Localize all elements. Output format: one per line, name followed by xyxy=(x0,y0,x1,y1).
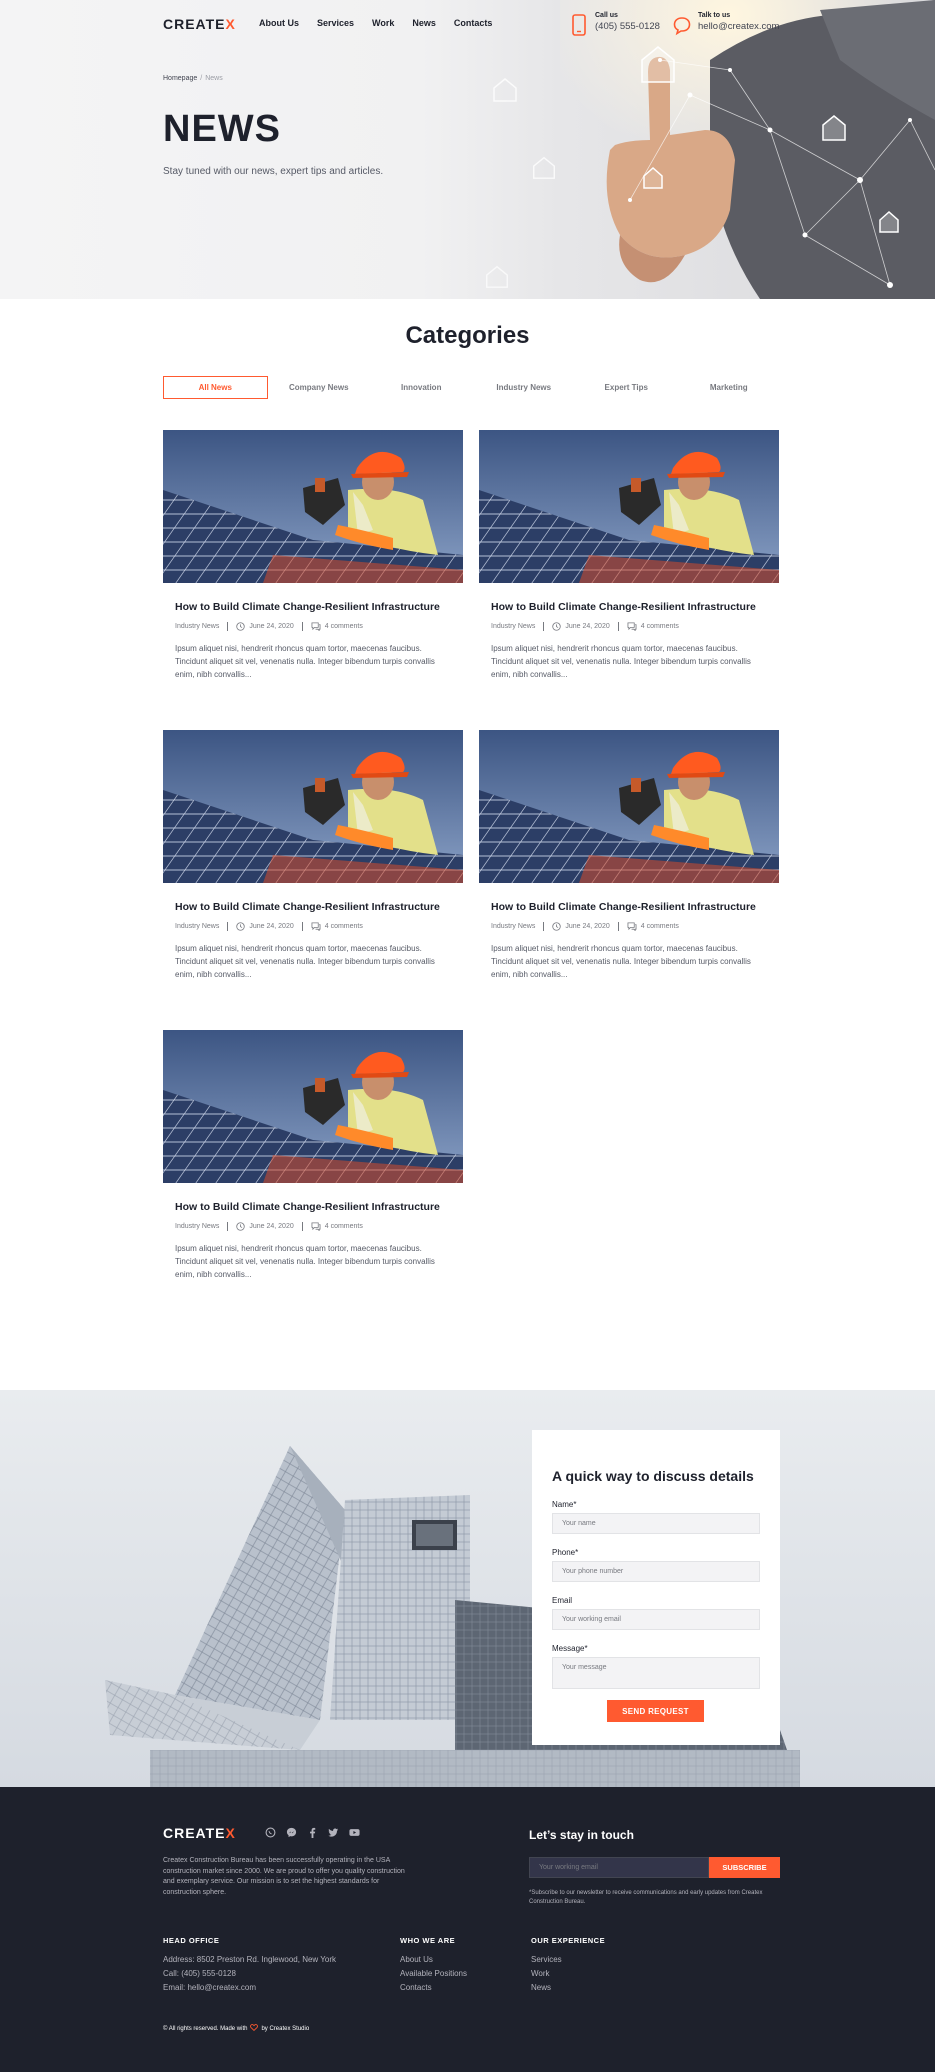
head-office-column xyxy=(163,1936,336,1997)
footer-link-services[interactable]: Services xyxy=(531,1955,562,1964)
post-excerpt: Ipsum aliquet nisi, hendrerit rhoncus quam tortor, maecenas faucibus. Tincidunt aliquet sit vel, venenatis nulla. Integer bibendum turpis convallis enim, nibh convallis... xyxy=(491,944,751,979)
name-label: Name* xyxy=(552,1500,577,1509)
post-image[interactable] xyxy=(163,430,463,583)
comments-icon xyxy=(627,622,637,631)
clock-icon xyxy=(236,922,245,931)
meta-divider xyxy=(227,922,228,931)
breadcrumb xyxy=(163,75,223,82)
clock-icon xyxy=(236,1222,245,1231)
footer-link-work[interactable]: Work xyxy=(531,1969,550,1978)
chat-icon xyxy=(673,14,691,36)
nav-link-news[interactable]: News xyxy=(412,18,436,28)
comments-icon xyxy=(311,1222,321,1231)
comments-icon xyxy=(627,922,637,931)
nav-link-work[interactable]: Work xyxy=(372,18,395,28)
tab-industry-news[interactable]: Industry News xyxy=(496,383,552,392)
meta-divider xyxy=(618,922,619,931)
footer-link-about[interactable]: About Us xyxy=(400,1955,433,1964)
heart-icon xyxy=(250,2024,258,2033)
meta-divider xyxy=(227,1222,228,1231)
page-title: NEWS xyxy=(163,108,281,150)
message-label: Message* xyxy=(552,1644,588,1653)
nav-link-services[interactable]: Services xyxy=(317,18,355,28)
post-category[interactable]: Industry News xyxy=(175,1223,220,1230)
post-comments[interactable]: 4 comments xyxy=(640,923,679,930)
nav-link-about[interactable]: About Us xyxy=(259,18,299,28)
subscribe-button[interactable]: SUBSCRIBE xyxy=(709,1857,780,1878)
house-outline-icon xyxy=(530,153,558,181)
tab-all-news[interactable]: All News xyxy=(163,376,268,399)
our-experience-column xyxy=(531,1936,605,1997)
email-label: Email xyxy=(552,1596,573,1605)
post-title[interactable]: How to Build Climate Change-Resilient Infrastructure xyxy=(491,601,756,613)
tab-company-news[interactable]: Company News xyxy=(288,383,349,392)
clock-icon xyxy=(236,622,245,631)
footer-link-contacts[interactable]: Contacts xyxy=(400,1983,432,1992)
meta-divider xyxy=(302,922,303,931)
phone-field[interactable]: Your phone number xyxy=(552,1561,760,1582)
meta-divider xyxy=(543,922,544,931)
meta-divider xyxy=(543,622,544,631)
copyright-text: © All rights reserved. Made with xyxy=(163,2025,248,2032)
post-image[interactable] xyxy=(479,430,779,583)
youtube-icon[interactable] xyxy=(349,1827,360,1838)
breadcrumb-home[interactable]: Homepage xyxy=(163,75,198,82)
meta-divider xyxy=(227,622,228,631)
post-meta xyxy=(175,922,363,931)
house-outline-icon xyxy=(483,262,511,290)
tab-marketing[interactable]: Marketing xyxy=(709,383,748,392)
news-card[interactable] xyxy=(163,1030,463,1279)
building-image xyxy=(0,1390,935,1787)
breadcrumb-current: News xyxy=(205,75,223,82)
office-address: Address: 8502 Preston Rd. Inglewood, New York xyxy=(163,1955,336,1964)
newsletter-email-input[interactable]: Your working email xyxy=(529,1857,709,1878)
message-field[interactable]: Your message xyxy=(552,1657,760,1689)
meta-divider xyxy=(618,622,619,631)
post-title[interactable]: How to Build Climate Change-Resilient Infrastructure xyxy=(175,601,440,613)
post-meta xyxy=(175,1222,363,1231)
clock-icon xyxy=(552,922,561,931)
post-comments[interactable]: 4 comments xyxy=(324,1223,363,1230)
house-outline-icon xyxy=(490,74,520,104)
post-category[interactable]: Industry News xyxy=(175,623,220,630)
post-title[interactable]: How to Build Climate Change-Resilient Infrastructure xyxy=(491,901,756,913)
post-title[interactable]: How to Build Climate Change-Resilient Infrastructure xyxy=(175,901,440,913)
clock-icon xyxy=(552,622,561,631)
phone-label: Phone* xyxy=(552,1548,579,1557)
post-category[interactable]: Industry News xyxy=(491,923,536,930)
footer-about-text: Createx Construction Bureau has been successfully operating in the USA construction market since 2000. We are proud to offer you quality construction and exemplary service. Our mission is to set the highest standards for construction sphere. xyxy=(163,1857,405,1896)
post-image[interactable] xyxy=(163,1030,463,1183)
call-label: Call us xyxy=(595,12,618,19)
nav-links xyxy=(259,18,510,28)
meta-divider xyxy=(302,1222,303,1231)
page-subtitle: Stay tuned with our news, expert tips and articles. xyxy=(163,166,384,177)
office-phone[interactable]: Call: (405) 555-0128 xyxy=(163,1969,236,1978)
logo[interactable]: CREATEX xyxy=(163,16,236,32)
post-meta xyxy=(491,622,679,631)
news-card[interactable] xyxy=(163,430,463,679)
post-excerpt: Ipsum aliquet nisi, hendrerit rhoncus quam tortor, maecenas faucibus. Tincidunt aliquet sit vel, venenatis nulla. Integer bibendum turpis convallis enim, nibh convallis... xyxy=(175,1244,435,1279)
footer-link-positions[interactable]: Available Positions xyxy=(400,1969,468,1978)
breadcrumb-separator: / xyxy=(200,75,203,82)
news-card[interactable] xyxy=(163,730,463,979)
comments-icon xyxy=(311,622,321,631)
talk-value[interactable]: hello@createx.com xyxy=(698,21,780,32)
post-date: June 24, 2020 xyxy=(565,623,610,630)
post-date: June 24, 2020 xyxy=(249,923,294,930)
post-excerpt: Ipsum aliquet nisi, hendrerit rhoncus quam tortor, maecenas faucibus. Tincidunt aliquet sit vel, venenatis nulla. Integer bibendum turpis convallis enim, nibh convallis... xyxy=(491,644,751,679)
post-excerpt: Ipsum aliquet nisi, hendrerit rhoncus quam tortor, maecenas faucibus. Tincidunt aliquet sit vel, venenatis nulla. Integer bibendum turpis convallis enim, nibh convallis... xyxy=(175,644,435,679)
tab-innovation[interactable]: Innovation xyxy=(401,383,442,392)
news-card[interactable] xyxy=(479,730,779,979)
post-meta xyxy=(491,922,679,931)
category-tabs xyxy=(163,376,780,399)
newsletter-title: Let’s stay in touch xyxy=(529,1828,634,1842)
twitter-icon[interactable] xyxy=(328,1827,339,1838)
categories-title: Categories xyxy=(405,322,530,349)
email-field[interactable]: Your working email xyxy=(552,1609,760,1630)
form-title: A quick way to discuss details xyxy=(552,1468,754,1484)
our-experience-title: OUR EXPERIENCE xyxy=(531,1936,606,1945)
phone-icon xyxy=(570,14,588,36)
office-email[interactable]: Email: hello@createx.com xyxy=(163,1983,257,1992)
nav-link-contacts[interactable]: Contacts xyxy=(453,18,493,28)
post-image[interactable] xyxy=(479,730,779,883)
head-office-title: HEAD OFFICE xyxy=(163,1936,220,1945)
contact-section xyxy=(0,1390,935,1787)
send-request-button[interactable]: SEND REQUEST xyxy=(607,1700,704,1722)
post-category[interactable]: Industry News xyxy=(491,623,536,630)
call-value[interactable]: (405) 555-0128 xyxy=(595,21,660,32)
quick-contact-form xyxy=(532,1430,780,1745)
footer xyxy=(0,1787,935,2072)
post-excerpt: Ipsum aliquet nisi, hendrerit rhoncus quam tortor, maecenas faucibus. Tincidunt aliquet sit vel, venenatis nulla. Integer bibendum turpis convallis enim, nibh convallis... xyxy=(175,944,435,979)
post-meta xyxy=(175,622,363,631)
newsletter-note: *Subscribe to our newsletter to receive communications and early updates from Createx Construction Bureau. xyxy=(529,1890,763,1905)
who-we-are-column xyxy=(400,1936,467,1997)
post-comments[interactable]: 4 comments xyxy=(640,623,679,630)
hero-section xyxy=(0,0,935,299)
main-navigation xyxy=(163,12,780,52)
post-comments[interactable]: 4 comments xyxy=(324,623,363,630)
post-title[interactable]: How to Build Climate Change-Resilient Infrastructure xyxy=(175,1201,440,1213)
post-date: June 24, 2020 xyxy=(565,923,610,930)
talk-label: Talk to us xyxy=(698,12,731,19)
name-field[interactable]: Your name xyxy=(552,1513,760,1534)
whatsapp-icon[interactable] xyxy=(265,1827,276,1838)
messenger-icon[interactable] xyxy=(286,1827,297,1838)
post-date: June 24, 2020 xyxy=(249,623,294,630)
meta-divider xyxy=(302,622,303,631)
social-links xyxy=(265,1827,360,1838)
post-comments[interactable]: 4 comments xyxy=(324,923,363,930)
copyright xyxy=(163,2024,309,2033)
talk-to-us-block[interactable] xyxy=(673,12,779,36)
facebook-icon[interactable] xyxy=(307,1827,318,1838)
call-us-block[interactable] xyxy=(570,12,660,36)
post-date: June 24, 2020 xyxy=(249,1223,294,1230)
post-category[interactable]: Industry News xyxy=(175,923,220,930)
tab-expert-tips[interactable]: Expert Tips xyxy=(604,383,648,392)
comments-icon xyxy=(311,922,321,931)
footer-logo[interactable]: CREATEX xyxy=(163,1825,236,1841)
post-image[interactable] xyxy=(163,730,463,883)
news-card[interactable] xyxy=(479,430,779,679)
copyright-studio[interactable]: by Createx Studio xyxy=(261,2025,310,2032)
who-we-are-title: WHO WE ARE xyxy=(400,1936,456,1945)
footer-link-news[interactable]: News xyxy=(531,1983,552,1992)
